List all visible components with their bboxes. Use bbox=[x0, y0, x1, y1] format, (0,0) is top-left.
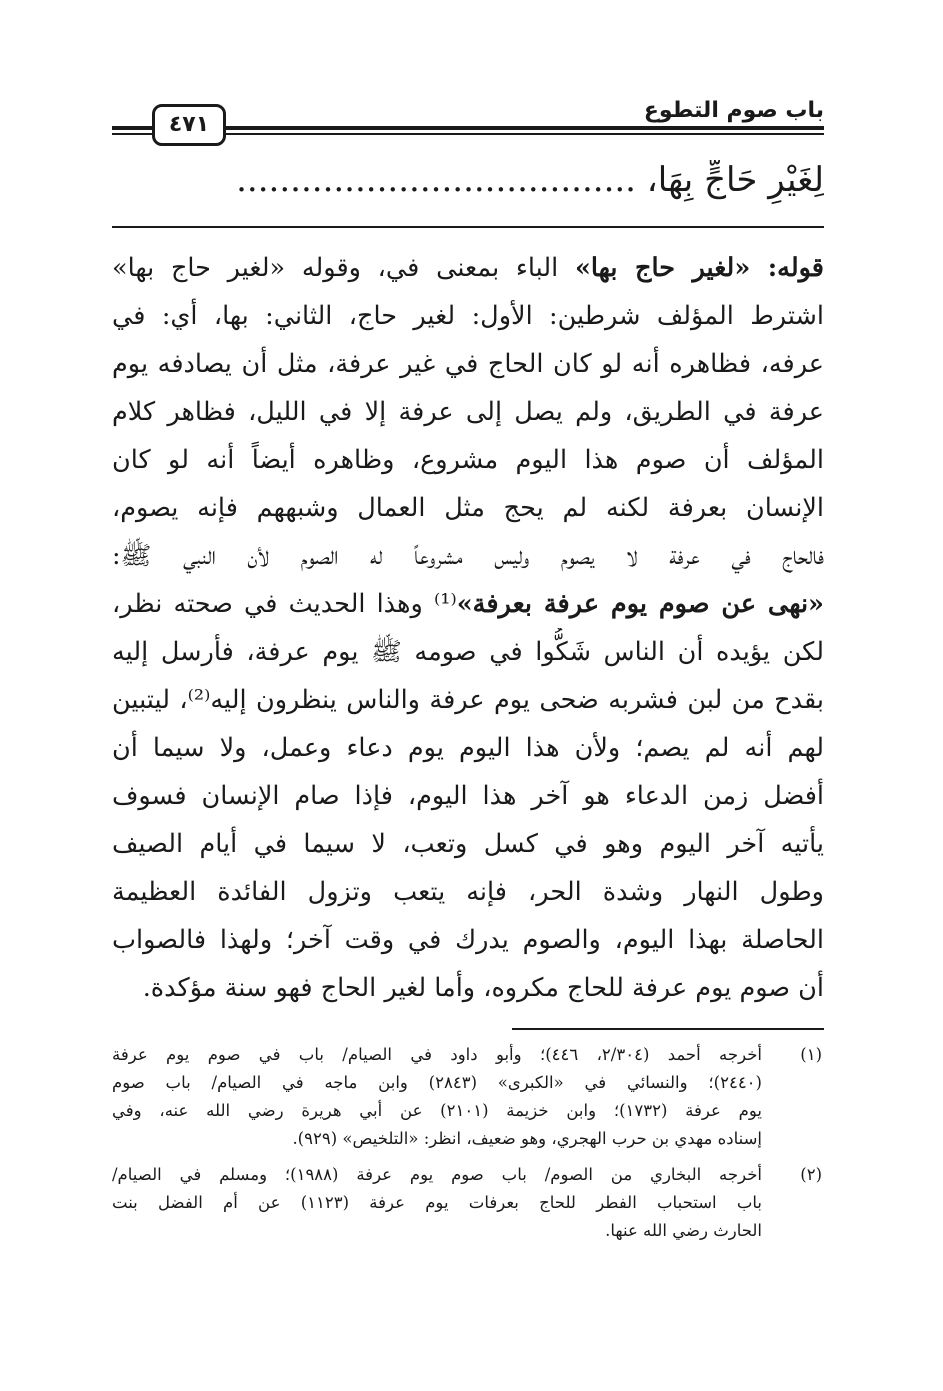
line-rest: ⁽¹⁾ وهذا الحديث في صحته نظر، bbox=[112, 589, 457, 619]
chapter-title: باب صوم التطوع bbox=[643, 98, 824, 123]
commentary-line: الحاصلة بهذا اليوم، والصوم يدرك في وقت آخر؛ ولهذا فالصواب bbox=[112, 925, 824, 955]
footnote-line: أخرجه أحمد (٢/٣٠٤، ٤٤٦)؛ وأبو داود في الصيام/ باب في صوم يوم عرفة bbox=[112, 1045, 762, 1064]
commentary-line: المؤلف أن صوم هذا اليوم مشروع، وظاهره أيضاً أنه لو كان bbox=[112, 445, 824, 475]
commentary-line: أن صوم يوم عرفة للحاج مكروه، وأما لغير الحاج فهو سنة مؤكدة. bbox=[142, 973, 824, 1003]
commentary-line: أفضل زمن الدعاء هو آخر هذا اليوم، فإذا صام الإنسان فسوف bbox=[112, 781, 824, 811]
quote-bold: قوله: «لغير حاج بها» bbox=[574, 253, 824, 283]
header-rule-right-thick bbox=[224, 126, 824, 130]
matn-text: لِغَيْرِ حَاجٍّ بِهَا، ..................................... bbox=[236, 160, 824, 200]
footnote-number: (٢) bbox=[800, 1165, 822, 1184]
commentary-line: عرفة في الطريق، ولم يصل إلى عرفة إلا في الليل، فظاهر كلام bbox=[112, 397, 824, 427]
header-rule-left-thin bbox=[112, 133, 152, 135]
page-number: ٤٧١ bbox=[152, 104, 226, 146]
header-rule-left-thick bbox=[112, 126, 152, 130]
commentary-line: بقدح من لبن فشربه ضحى يوم عرفة والناس ينظرون إليه⁽²⁾، ليتبين bbox=[112, 685, 824, 715]
commentary-body bbox=[112, 244, 824, 1012]
footnote-number: (١) bbox=[800, 1045, 822, 1064]
footnote-separator bbox=[512, 1028, 824, 1030]
footnote-line: باب استحباب الفطر للحاج بعرفات يوم عرفة (١١٢٣) عن أم الفضل بنت bbox=[112, 1193, 762, 1212]
page-header bbox=[112, 92, 824, 152]
commentary-line bbox=[112, 580, 824, 628]
footnote-line: الحارث رضي الله عنها. bbox=[605, 1221, 762, 1240]
commentary-line: وطول النهار وشدة الحر، فإنه يتعب وتزول الفائدة العظيمة bbox=[112, 877, 824, 907]
footnote-line: (٢٤٤٠)؛ والنسائي في «الكبرى» (٢٨٤٣) وابن ماجه في الصيام/ باب صوم bbox=[112, 1073, 762, 1092]
footnote bbox=[112, 1161, 824, 1245]
footnote-line: يوم عرفة (١٧٣٢)؛ وابن خزيمة (٢١٠١) عن أبي هريرة رضي الله عنه، وفي bbox=[112, 1101, 762, 1120]
footnote bbox=[112, 1041, 824, 1153]
commentary-line: لكن يؤيده أن الناس شَكُّوا في صومه ﷺ يوم عرفة، فأرسل إليه bbox=[112, 637, 824, 667]
footnote-line: إسناده مهدي بن حرب الهجري، وهو ضعيف، انظر: «التلخيص» (٩٢٩). bbox=[292, 1129, 762, 1148]
footnotes bbox=[112, 1041, 824, 1253]
footnote-body bbox=[112, 1041, 762, 1153]
commentary-line: فالحاج في عرفة لا يصوم وليس مشروعاً له الصوم لأن النبي ﷺ: bbox=[112, 541, 824, 571]
matn-divider bbox=[112, 226, 824, 228]
header-rule-right-thin bbox=[224, 133, 824, 135]
commentary-line: لهم أنه لم يصم؛ ولأن هذا اليوم يوم دعاء وعمل، ولا سيما أن bbox=[112, 733, 824, 763]
commentary-line bbox=[112, 244, 824, 292]
line-rest: الباء بمعنى في، وقوله «لغير حاج بها» bbox=[112, 253, 575, 283]
footnote-line: أخرجه البخاري من الصوم/ باب صوم يوم عرفة (١٩٨٨)؛ ومسلم في الصيام/ bbox=[112, 1165, 762, 1184]
commentary-line: يأتيه آخر اليوم وهو في كسل وتعب، لا سيما في أيام الصيف bbox=[112, 829, 824, 859]
footnote-body bbox=[112, 1161, 762, 1245]
hadith-bold: «نهى عن صوم يوم عرفة بعرفة» bbox=[456, 589, 824, 619]
commentary-line: اشترط المؤلف شرطين: الأول: لغير حاج، الثاني: بها، أي: في bbox=[112, 301, 824, 331]
commentary-line: الإنسان بعرفة لكنه لم يحج مثل العمال وشبههم فإنه يصوم، bbox=[112, 493, 824, 523]
commentary-line: عرفه، فظاهره أنه لو كان الحاج في غير عرفة، مثل أن يصادفه يوم bbox=[112, 349, 824, 379]
